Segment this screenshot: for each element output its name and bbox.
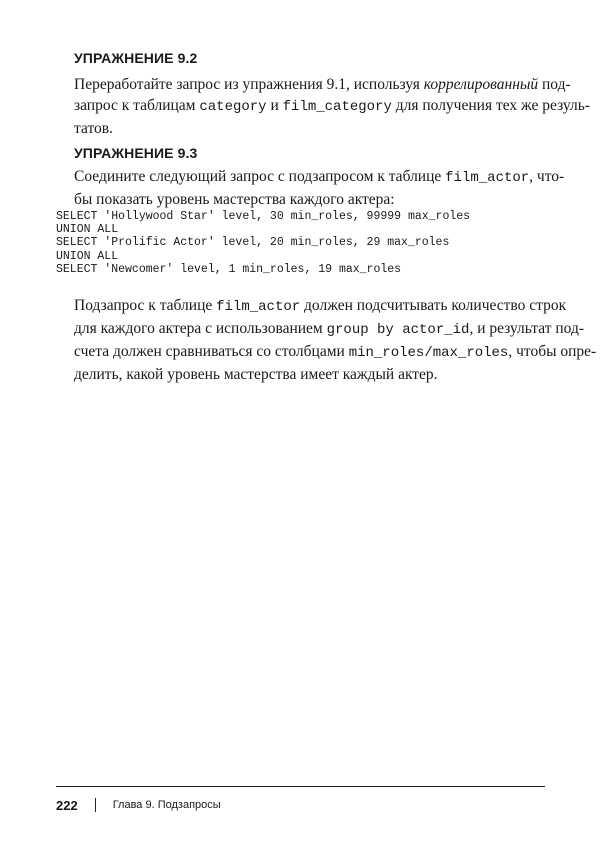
exercise-9-3-heading: УПРАЖНЕНИЕ 9.3 (74, 145, 198, 161)
exercise-9-2-text (74, 74, 590, 139)
page-footer (56, 795, 221, 815)
inline-code: film_actor (445, 170, 530, 186)
text-line: запрос к таблицам category и film_category для получения тех же резуль- (74, 97, 590, 115)
text-line: татов. (74, 120, 113, 137)
inline-code: category (199, 99, 267, 115)
page-number: 222 (56, 797, 78, 813)
text-line: Подзапрос к таблице film_actor должен подсчитывать количество строк (74, 297, 567, 315)
footer-separator (95, 798, 96, 812)
exercise-9-2-heading: УПРАЖНЕНИЕ 9.2 (74, 50, 198, 66)
sql-code-block: SELECT 'Hollywood Star' level, 30 min_roles, 99999 max_roles UNION ALL SELECT 'Prolific Actor' level, 20 min_roles, 29 max_roles UNION ALL SELECT 'Newcomer' level, 1 min_roles, 19 max_roles (56, 210, 471, 276)
inline-code: min_roles/max_roles (348, 345, 509, 361)
text-line: для каждого актера с использованием group by actor_id, и результат под- (74, 320, 584, 338)
text-line: Соедините следующий запрос с подзапросом к таблице film_actor, что- (74, 168, 565, 186)
inline-code: film_category (282, 99, 392, 115)
chapter-title: Глава 9. Подзапросы (112, 799, 221, 811)
text-line: Переработайте запрос из упражнения 9.1, используя коррелированный под- (74, 76, 571, 93)
exercise-9-3-body (74, 295, 597, 385)
text-line: счета должен сравниваться со столбцами min_roles/max_roles, чтобы опре- (74, 343, 597, 361)
inline-code: film_actor (216, 299, 301, 315)
exercise-9-3-intro (74, 166, 565, 210)
text-line: делить, какой уровень мастерства имеет каждый актер. (74, 366, 438, 383)
inline-code: group by actor_id (326, 322, 470, 338)
text-line: бы показать уровень мастерства каждого актера: (74, 191, 395, 208)
emphasis: коррелированный (423, 76, 539, 93)
footer-divider (56, 786, 545, 787)
